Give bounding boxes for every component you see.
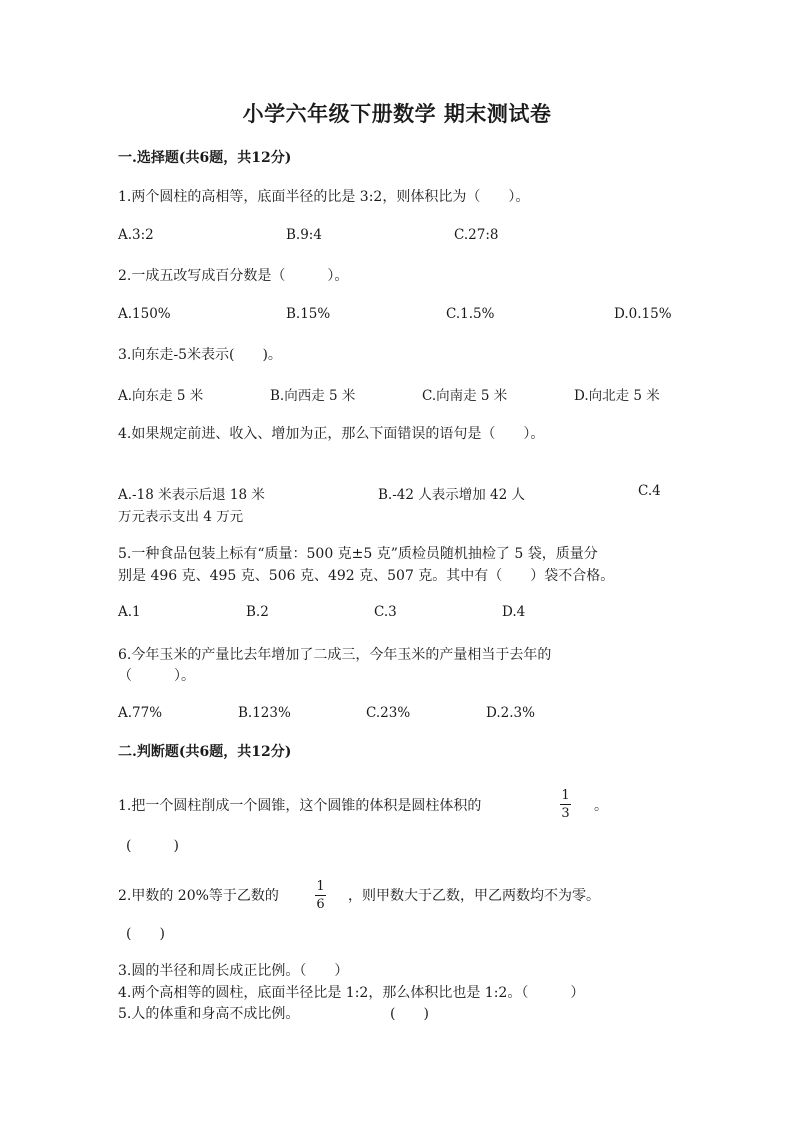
judge-4-stem: 4.两个高相等的圆柱，底面半径比是 1:2，那么体积比也是 1:2。（ ） — [118, 985, 585, 1001]
question-6-stem-line2: （ ）。 — [118, 668, 195, 684]
q6-option-c: C.23% — [366, 705, 411, 721]
q6-option-b: B.123% — [238, 705, 291, 721]
fraction-bar — [315, 895, 326, 896]
q6-option-d: D.2.3% — [486, 705, 535, 721]
question-5-stem-line2: 别是 496 克、495 克、506 克、492 克、507 克。其中有（ ）袋不合格。 — [118, 568, 615, 584]
q5-option-d: D.4 — [502, 604, 526, 620]
q4-option-c: C.4 — [638, 483, 661, 499]
fraction-numerator: 1 — [316, 879, 325, 894]
judge-1-fraction — [560, 788, 571, 821]
fraction-bar — [560, 804, 571, 805]
q3-option-c: C.向南走 5 米 — [422, 388, 508, 404]
q5-option-a: A.1 — [118, 604, 141, 620]
judge-2-fraction — [315, 879, 326, 912]
q4-option-a: A.-18 米表示后退 18 米 — [118, 487, 265, 503]
question-5-stem-line1: 5.一种食品包装上标有“质量：500 克±5 克”质检员随机抽检了 5 袋，质量分 — [118, 546, 598, 562]
question-2-stem: 2.一成五改写成百分数是（ ）。 — [118, 268, 349, 284]
fraction-denominator: 6 — [316, 897, 325, 912]
q1-option-a: A.3:2 — [118, 227, 154, 243]
judge-1-end: 。 — [594, 798, 608, 814]
judge-2-end: ，则甲数大于乙数，甲乙两数均不为零。 — [348, 888, 600, 904]
q1-option-b: B.9:4 — [286, 227, 322, 243]
judge-5-answer-paren: ( ) — [390, 1006, 429, 1022]
q4-option-b: B.-42 人表示增加 42 人 — [378, 487, 526, 503]
page-title: 小学六年级下册数学 期末测试卷 — [242, 101, 552, 126]
q2-option-d: D.0.15% — [614, 306, 672, 322]
question-4-stem: 4.如果规定前进、收入、增加为正，那么下面错误的语句是（ ）。 — [118, 426, 545, 442]
judge-5-stem: 5.人的体重和身高不成比例。 — [118, 1006, 300, 1022]
fraction-numerator: 1 — [561, 788, 570, 803]
judge-1-stem: 1.把一个圆柱削成一个圆锥，这个圆锥的体积是圆柱体积的 — [118, 798, 482, 814]
judge-2-stem: 2.甲数的 20%等于乙数的 — [118, 888, 279, 904]
q5-option-c: C.3 — [374, 604, 397, 620]
q6-option-a: A.77% — [118, 705, 163, 721]
q1-option-c: C.27:8 — [454, 227, 499, 243]
q2-option-c: C.1.5% — [446, 306, 495, 322]
q5-option-b: B.2 — [246, 604, 269, 620]
question-6-stem-line1: 6.今年玉米的产量比去年增加了二成三，今年玉米的产量相当于去年的 — [118, 647, 552, 663]
q3-option-a: A.向东走 5 米 — [118, 388, 204, 404]
question-3-stem: 3.向东走-5米表示( )。 — [118, 347, 282, 363]
section-heading-judgement: 二.判断题(共6题，共12分) — [118, 744, 292, 760]
section-heading-choice: 一.选择题(共6题，共12分) — [118, 150, 292, 166]
judge-3-stem: 3.圆的半径和周长成正比例。（ ） — [118, 963, 349, 979]
fraction-denominator: 3 — [561, 806, 570, 821]
judge-2-answer-paren: ( ) — [126, 926, 165, 942]
q2-option-a: A.150% — [118, 306, 171, 322]
q4-option-c-continued: 万元表示支出 4 万元 — [118, 509, 244, 525]
judge-1-answer-paren: ( ) — [126, 838, 179, 854]
q2-option-b: B.15% — [286, 306, 331, 322]
q3-option-b: B.向西走 5 米 — [270, 388, 356, 404]
question-1-stem: 1.两个圆柱的高相等，底面半径的比是 3:2，则体积比为（ ）。 — [118, 189, 530, 205]
q3-option-d: D.向北走 5 米 — [574, 388, 660, 404]
